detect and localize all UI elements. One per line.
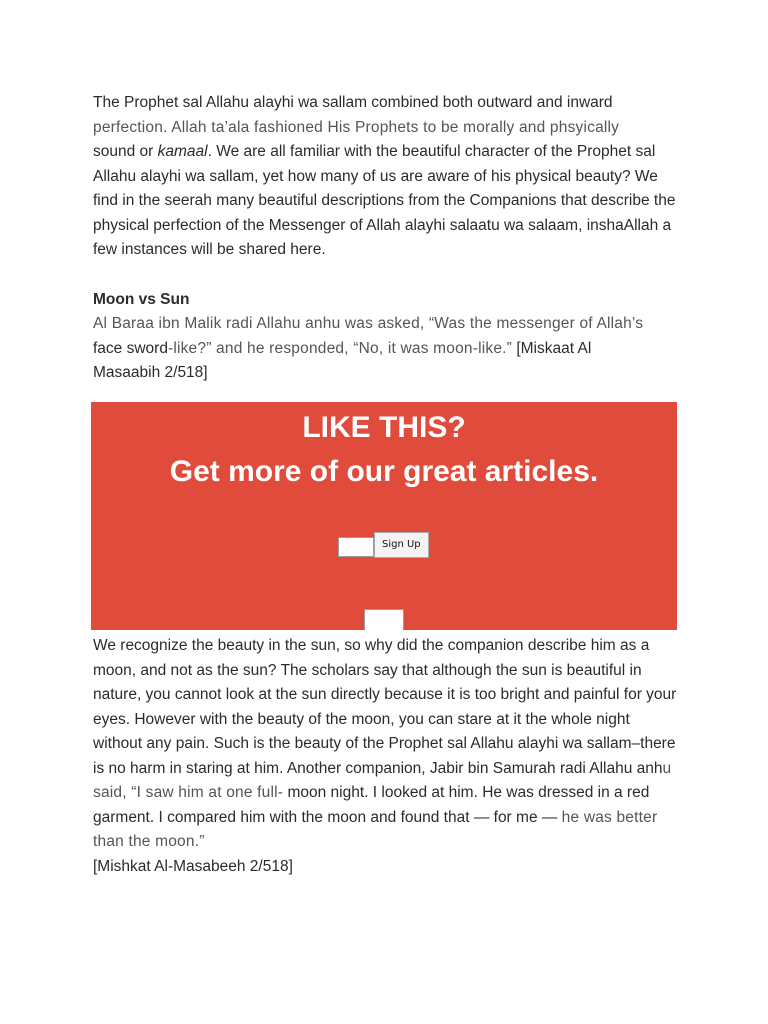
section-line-2-dark: face sword: [93, 339, 168, 357]
intro-line-2: perfection. Allah ta’ala fashioned His Prophets to be morally and phsyically: [93, 118, 620, 136]
intro-rest: Prophet sal Allahu alayhi wa sallam, yet how many of us are aware of his physical beauty? We find in the seerah many beautiful descriptions from the Companions that describe the physical perfection of the Messenger of Allah alayhi salaatu wa salaam, inshaAllah a few instances will be shared here.: [93, 143, 676, 258]
body-text-3: moon night. I looked at him. He was dressed in a red garment. I compared him with the moon and found that — for me —: [93, 784, 650, 826]
section-line-2-dark-end: [Miskaat Al: [512, 339, 592, 357]
intro-line-1: The Prophet sal Allahu alayhi wa sallam combined both outward and inward: [93, 94, 613, 111]
body-text-2: u said, “I saw him at one full-: [93, 759, 672, 801]
intro-line-3-post: . We are all familiar with the beautiful character of the: [207, 143, 573, 160]
intro-line-3-pre: sound or: [93, 143, 158, 160]
email-input[interactable]: [338, 537, 374, 557]
banner-title: LIKE THIS?: [302, 411, 466, 444]
banner-subtitle: Get more of our great articles.: [169, 455, 599, 488]
body-text-1: We recognize the beauty in the sun, so why did the companion describe him as a moon, and not as the sun? The scholars say that although the sun is beautiful in nature, you cannot look at the sun directly because it is too bright and painful for your eyes. However with the beauty of the moon, you can stare at it the whole night without any pain. Such is the beauty of the Prophet sal Allahu alayhi wa sallam–there is no harm in staring at him. Another companion, Jabir bin Samurah radi Allahu anh: [93, 637, 677, 777]
body-citation: [Mishkat Al-Masabeeh 2/518]: [93, 857, 293, 875]
intro-italic-term: kamaal: [157, 143, 208, 160]
signup-button[interactable]: Sign Up: [374, 532, 429, 558]
section-heading: Moon vs Sun: [93, 290, 190, 308]
newsletter-banner: [91, 402, 677, 630]
section-line-1: Al Baraa ibn Malik radi Allahu anhu was asked, “Was the messenger of Allah’s: [93, 315, 644, 332]
intro-paragraph: [93, 91, 683, 263]
section-line-3: Masaabih 2/518]: [93, 364, 208, 381]
article-intro: [93, 91, 683, 386]
body-paragraph: [93, 634, 683, 879]
section-line-2-light: -like?” and he responded, “No, it was moon-like.”: [167, 339, 513, 357]
article-body: [93, 634, 683, 879]
section-paragraph: [93, 312, 683, 386]
body-text-4: he was better than the moon.”: [93, 808, 658, 850]
signup-form: [338, 532, 429, 558]
banner-extra-field[interactable]: [364, 609, 404, 630]
